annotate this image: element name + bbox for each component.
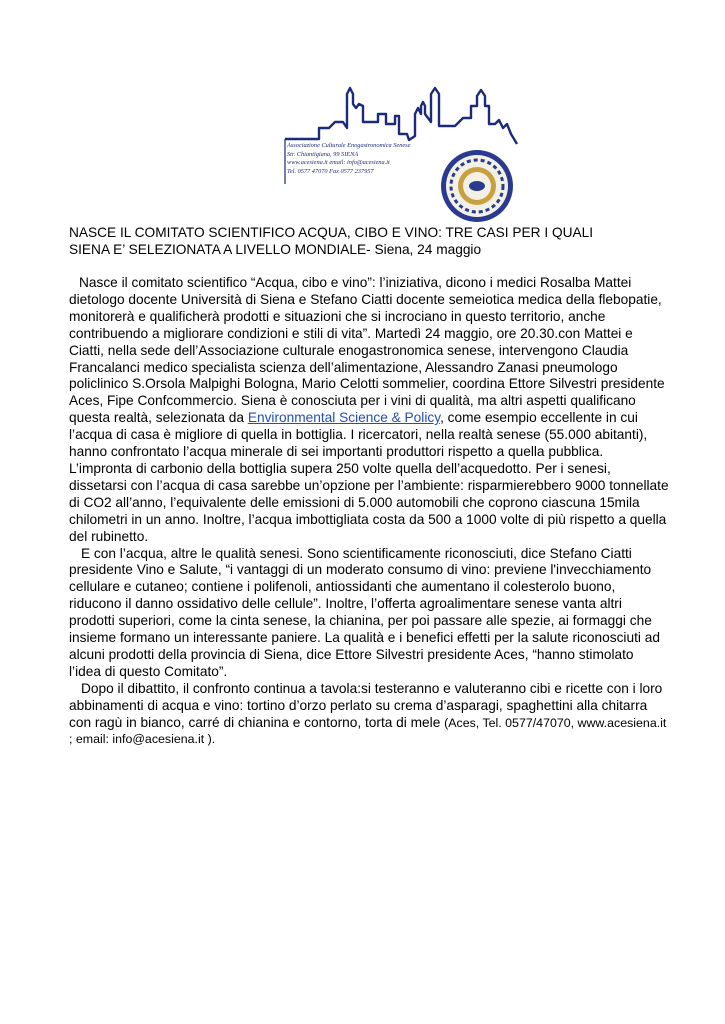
article-title bbox=[69, 224, 669, 258]
paragraph-1 bbox=[69, 275, 669, 546]
association-logo bbox=[283, 84, 519, 224]
logo-line: Tel. 0577 47070 Fax 0577 237957 bbox=[287, 167, 374, 175]
article-body bbox=[69, 275, 669, 748]
contact-info: (Aces, Tel. 0577/47070, www.acesiena.it ; email: info@acesiena.it ). bbox=[69, 715, 667, 747]
paragraph-1-text-a: Nasce il comitato scientifico “Acqua, cibo e vino”: l’iniziativa, dicono i medici Rosalba Mattei dietologo docente Università di Siena e Stefano Ciatti docente semeiotica medica della flebopatie, monitorerà e qualificherà prodotti e situazioni che si incrociano in questo territorio, anche contribuendo a migliorare condizioni e stili di vita”. Martedì 24 maggio, ore 20.30.con Mattei e Ciatti, nella sede dell’Associazione culturale enogastronomica senese, intervengono Claudia Francalanci medico specialista scienza dell’alimentazione, Alessandro Zanasi pneumologo policlinico S.Orsola Malpighi Bologna, Mario Celotti sommelier, coordina Ettore Silvestri presidente Aces, Fipe Confcommercio. Siena è conosciuta per i vini di qualità, ma altri aspetti qualificano questa realtà, selezionata da bbox=[69, 275, 665, 426]
logo-line: Str. Chiantigiana, 99 SIENA bbox=[287, 150, 359, 158]
paragraph-1-text-b: , come esempio eccellente in cui l’acqua di casa è migliore di quella in bottiglia. I ricercatori, nella realtà senese (55.000 abitanti), hanno confrontato l’acqua minerale di sei importanti produttori rispetto a quella pubblica. L’impronta di carbonio della bottiglia supera 250 volte quella dell’acquedotto. Per i senesi, dissetarsi con l’acqua di casa sarebbe un’opzione per l’ambiente: risparmierebbero 9000 tonnellate di CO2 all’anno, l’equivalente delle emissioni di 5.000 automobili che coprono ciascuna 15mila chilometri in un anno. Inoltre, l’acqua imbottigliata costa da 500 a 1000 volte di più rispetto a quella del rubinetto. bbox=[69, 410, 669, 544]
paragraph-2-text: E con l’acqua, altre le qualità senesi. Sono scientificamente riconosciuti, dice Stefano Ciatti presidente Vino e Salute, “i vantaggi di un moderato consumo di vino: previene l'invecchiamento cellulare e cutaneo; contiene i polifenoli, antiossidanti che aumentano il colesterolo buono, riducono il danno ossidativo delle cellule”. Inoltre, l’offerta agroalimentare senese vanta altri prodotti superiori, come la cinta senese, la chianina, per poi passare alle spezie, ai formaggi che insieme formano un interessante paniere. La qualità e i benefici effetti per la salute riconosciuti ad alcuni prodotti della provincia di Siena, dice Ettore Silvestri presidente Aces, “hanno stimolato l’idea di questo Comitato”. bbox=[69, 545, 660, 679]
decorative-plate-icon bbox=[441, 150, 513, 222]
title-line-2 bbox=[69, 241, 669, 258]
title-dateline: Siena, 24 maggio bbox=[370, 242, 482, 257]
paragraph-3-text: Dopo il dibattito, il confronto continua a tavola:si testeranno e valuteranno cibi e ricette con i loro abbinamenti di acqua e vino: tortino d’orzo perlato su crema d’asparagi, spaghettini alla chitarra con ragù in bianco, carré di chianina e contorno, torta di mele bbox=[69, 680, 663, 730]
paragraph-2 bbox=[69, 546, 669, 681]
environmental-science-policy-link[interactable]: Environmental Science & Policy bbox=[247, 410, 441, 426]
title-line-2-caps: SIENA E’ SELEZIONATA A LIVELLO MONDIALE- bbox=[69, 242, 371, 257]
logo-address-block bbox=[287, 142, 437, 176]
title-line-1: NASCE IL COMITATO SCIENTIFICO ACQUA, CIBO E VINO: TRE CASI PER I QUALI bbox=[69, 225, 594, 240]
logo-line: Associazione Culturale Enogastronomica Senese bbox=[287, 142, 411, 149]
paragraph-3 bbox=[69, 681, 669, 749]
logo-line: www.acesiena.it email: info@acesiena.it bbox=[287, 159, 390, 167]
